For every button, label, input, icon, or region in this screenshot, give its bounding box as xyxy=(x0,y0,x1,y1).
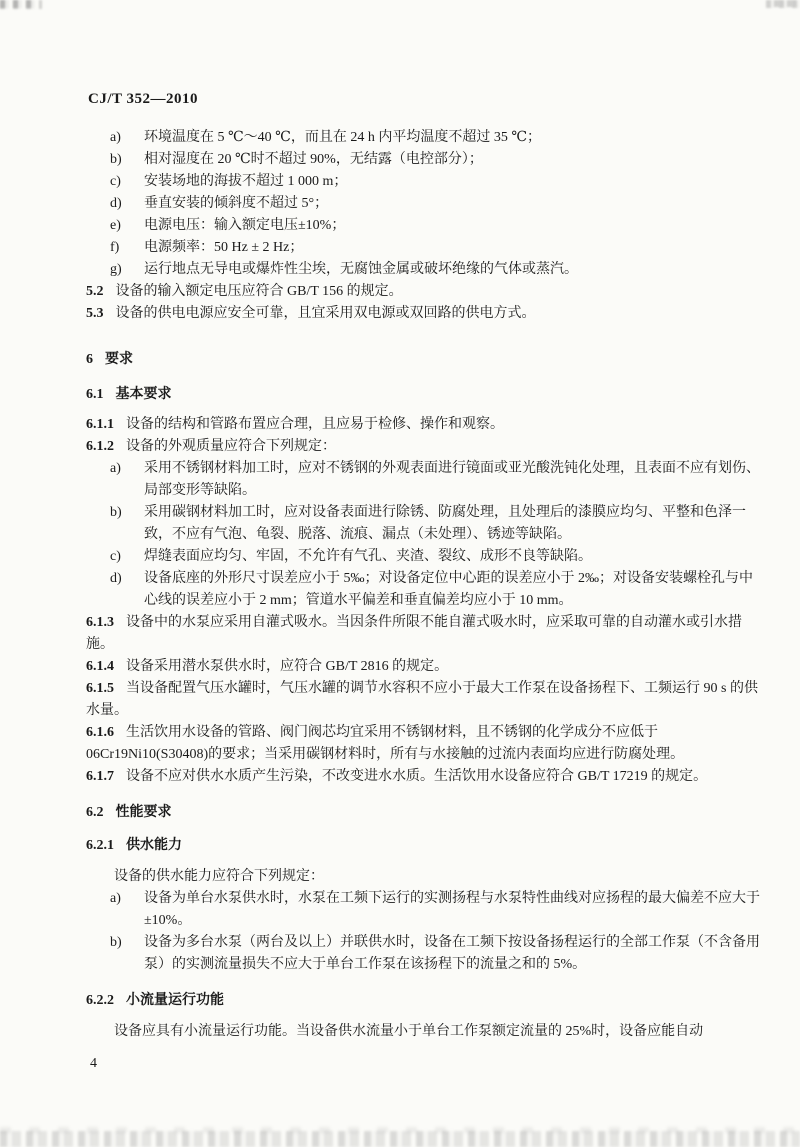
scan-artifact xyxy=(774,0,800,7)
list-item-label: a) xyxy=(110,891,121,906)
list-item xyxy=(86,458,762,502)
scan-artifact xyxy=(0,0,34,8)
clause-6-1-6 xyxy=(86,722,762,766)
clause-number: 6.1.6 xyxy=(86,725,114,740)
clause-6-1-7 xyxy=(86,766,762,788)
heading-number: 6.2 xyxy=(86,805,104,820)
scan-artifact xyxy=(0,1127,800,1133)
heading-number: 6.2.2 xyxy=(86,993,114,1008)
list-item-label: c) xyxy=(110,549,121,564)
list-item xyxy=(86,888,762,932)
list-item xyxy=(86,259,762,281)
heading-number: 6.1 xyxy=(86,387,104,402)
list-item-label: a) xyxy=(110,461,121,476)
clause-6-1-2 xyxy=(86,436,762,458)
clause-number: 6.1.2 xyxy=(86,439,114,454)
list-item xyxy=(86,149,762,171)
list-item-text: 电源频率：50 Hz ± 2 Hz； xyxy=(144,240,304,255)
clause-text: 设备的输入额定电压应符合 GB/T 156 的规定。 xyxy=(115,284,403,299)
heading-number: 6.2.1 xyxy=(86,838,114,853)
heading-title: 小流量运行功能 xyxy=(126,993,224,1008)
heading-6-2 xyxy=(86,802,762,824)
list-item-text: 采用不锈钢材料加工时，应对不锈钢的外观表面进行镜面或亚光酸洗钝化处理，且表面不应有划伤、局部变形等缺陷。 xyxy=(144,461,760,498)
clause-text: 设备的结构和管路布置应合理，且应易于检修、操作和观察。 xyxy=(126,417,504,432)
supply-capacity-list xyxy=(86,888,762,976)
document-code: CJ/T 352—2010 xyxy=(88,91,198,107)
list-item-text: 采用碳钢材料加工时，应对设备表面进行除锈、防腐处理，且处理后的漆膜应均匀、平整和色泽一致，不应有气泡、龟裂、脱落、流痕、漏点（未处理）、锈迹等缺陷。 xyxy=(144,505,746,542)
list-item-text: 焊缝表面应均匀、牢固，不允许有气孔、夹渣、裂纹、成形不良等缺陷。 xyxy=(144,549,592,564)
clause-text: 生活饮用水设备的管路、阀门阀芯均宜采用不锈钢材料，且不锈钢的化学成分不应低于 06Cr19Ni10(S30408)的要求；当采用碳钢材料时，所有与水接触的过流内表面均应进行防腐处理。 xyxy=(86,725,685,762)
list-item-text: 设备为单台水泵供水时，水泵在工频下运行的实测扬程与水泵特性曲线对应扬程的最大偏差不应大于±10%。 xyxy=(144,891,760,928)
list-item-label: b) xyxy=(110,935,122,950)
heading-title: 基本要求 xyxy=(115,387,172,402)
document-body xyxy=(86,127,762,1043)
list-item xyxy=(86,171,762,193)
heading-title: 性能要求 xyxy=(115,805,172,820)
clause-6-1-3 xyxy=(86,612,762,656)
heading-section-6 xyxy=(86,349,762,371)
clause-6-1-1 xyxy=(86,414,762,436)
list-item-text: 设备为多台水泵（两台及以上）并联供水时，设备在工频下按设备扬程运行的全部工作泵（不含备用泵）的实测流量损失不应大于单台工作泵在该扬程下的流量之和的 5%。 xyxy=(144,935,760,972)
clause-text: 设备中的水泵应采用自灌式吸水。当因条件所限不能自灌式吸水时，应采取可靠的自动灌水或引水措施。 xyxy=(86,615,742,652)
heading-6-2-2 xyxy=(86,990,762,1012)
clause-5-2 xyxy=(86,281,762,303)
list-item-text: 垂直安装的倾斜度不超过 5°； xyxy=(144,196,329,211)
clause-5-3 xyxy=(86,303,762,325)
list-item xyxy=(86,568,762,612)
list-item xyxy=(86,546,762,568)
list-item-label: f) xyxy=(110,240,120,255)
clause-text: 设备的外观质量应符合下列规定： xyxy=(126,439,336,454)
list-item-label: d) xyxy=(110,571,122,586)
clause-text: 当设备配置气压水罐时，气压水罐的调节水容积不应小于最大工作泵在设备扬程下、工频运行 90 s 的供水量。 xyxy=(86,681,758,718)
list-item-label: b) xyxy=(110,152,122,167)
clause-number: 5.2 xyxy=(86,284,104,299)
list-item-label: a) xyxy=(110,130,121,145)
heading-title: 供水能力 xyxy=(126,838,182,853)
env-conditions-list xyxy=(86,127,762,281)
list-item-label: g) xyxy=(110,262,122,277)
clause-number: 6.1.1 xyxy=(86,417,114,432)
list-item-label: b) xyxy=(110,505,122,520)
clause-6-1-4 xyxy=(86,656,762,678)
list-item-text: 环境温度在 5 ℃～40 ℃，而且在 24 h 内平均温度不超过 35 ℃； xyxy=(144,130,541,145)
list-item-text: 相对湿度在 20 ℃时不超过 90%，无结露（电控部分）； xyxy=(144,152,483,167)
page-content xyxy=(86,88,762,1043)
list-item xyxy=(86,932,762,976)
clause-text: 设备采用潜水泵供水时，应符合 GB/T 2816 的规定。 xyxy=(126,659,449,674)
list-item xyxy=(86,127,762,149)
list-item xyxy=(86,502,762,546)
clause-number: 6.1.3 xyxy=(86,615,114,630)
supply-capacity-intro: 设备的供水能力应符合下列规定： xyxy=(114,869,324,884)
clause-text: 设备的供电电源应安全可靠，且宜采用双电源或双回路的供电方式。 xyxy=(115,306,536,321)
heading-number: 6 xyxy=(86,352,93,367)
list-item xyxy=(86,193,762,215)
page-number: 4 xyxy=(90,1056,97,1071)
scan-artifact xyxy=(0,1131,800,1147)
list-item-text: 安装场地的海拔不超过 1 000 m； xyxy=(144,174,348,189)
clause-text: 设备不应对供水水质产生污染，不改变进水水质。生活饮用水设备应符合 GB/T 17219 的规定。 xyxy=(126,769,708,784)
list-item xyxy=(86,237,762,259)
list-item-label: c) xyxy=(110,174,121,189)
list-item-text: 设备底座的外形尺寸误差应小于 5‰；对设备定位中心距的误差应小于 2‰；对设备安装螺栓孔与中心线的误差应小于 2 mm；管道水平偏差和垂直偏差均应小于 10 mm。 xyxy=(144,571,753,608)
clause-number: 6.1.4 xyxy=(86,659,114,674)
heading-6-1 xyxy=(86,384,762,406)
heading-title: 要求 xyxy=(105,352,133,367)
small-flow-paragraph: 设备应具有小流量运行功能。当设备供水流量小于单台工作泵额定流量的 25%时，设备应能自动 xyxy=(114,1024,704,1039)
list-item-label: e) xyxy=(110,218,121,233)
appearance-requirements-list xyxy=(86,458,762,612)
list-item-text: 运行地点无导电或爆炸性尘埃，无腐蚀金属或破坏绝缘的气体或蒸汽。 xyxy=(144,262,578,277)
clause-number: 5.3 xyxy=(86,306,104,321)
list-item-text: 电源电压：输入额定电压±10%； xyxy=(144,218,346,233)
clause-number: 6.1.7 xyxy=(86,769,114,784)
clause-6-1-5 xyxy=(86,678,762,722)
list-item-label: d) xyxy=(110,196,122,211)
clause-number: 6.1.5 xyxy=(86,681,114,696)
list-item xyxy=(86,215,762,237)
heading-6-2-1 xyxy=(86,835,762,857)
